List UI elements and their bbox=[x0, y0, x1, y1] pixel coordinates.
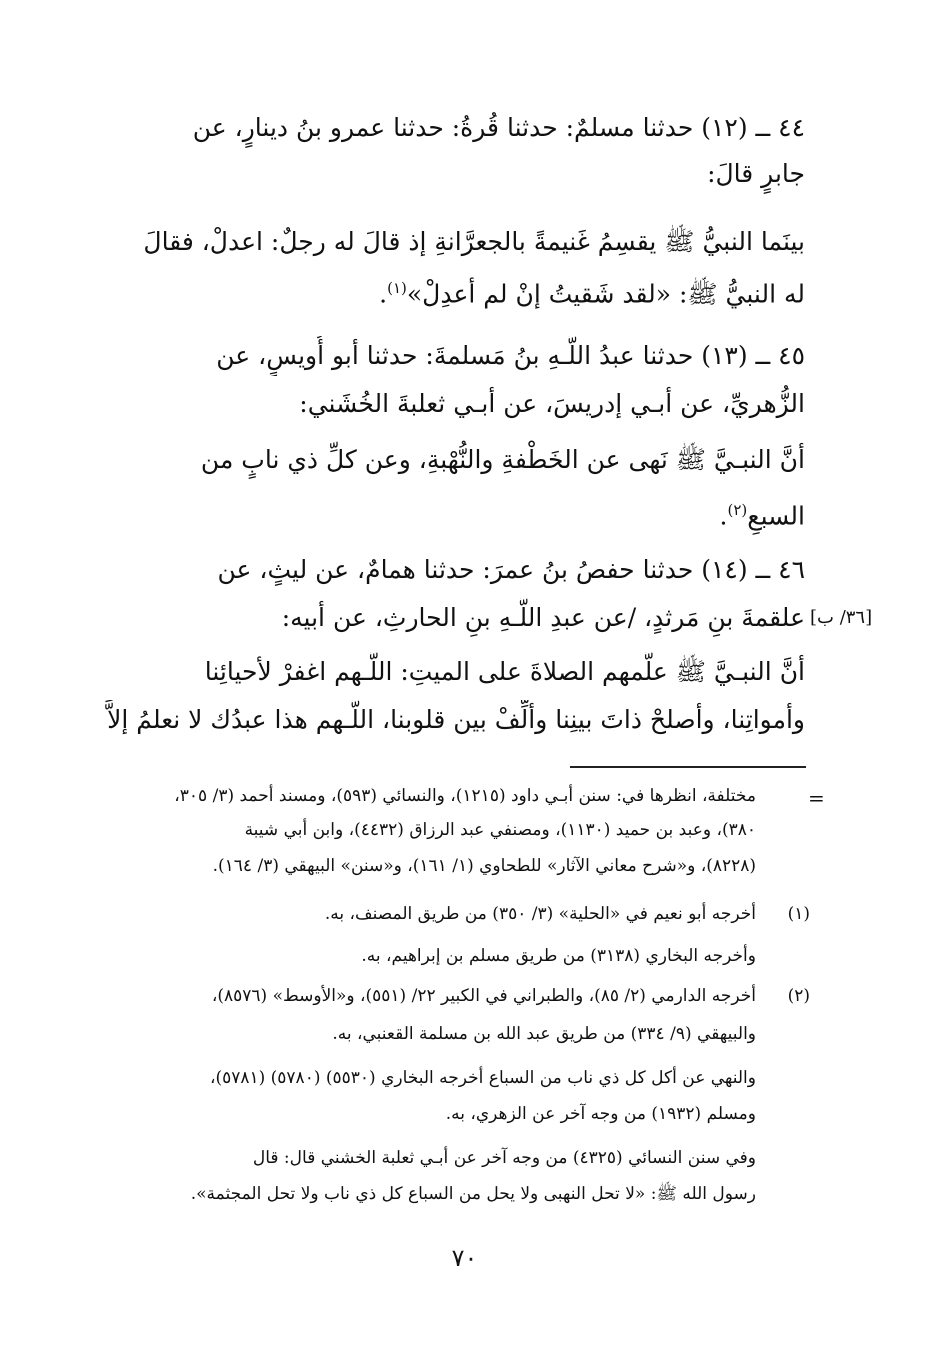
hadith-44-matn-end: . bbox=[379, 279, 388, 309]
footnote-1-line-1: أخرجه أبو نعيم في «الحلية» (٣/ ٣٥٠) من طريق المصنف، به. bbox=[324, 904, 756, 924]
footnote-2-line-1: أخرجه الدارمي (٢/ ٨٥)، والطبراني في الكبير ٢٢/ (٥٥١)، و«الأوسط» (٨٥٧٦)، bbox=[211, 986, 756, 1006]
footnote-ref-2: (٢) bbox=[727, 501, 748, 519]
footnote-2-line-3: والنهي عن أكل كل ذي ناب من السباع أخرجه البخاري (٥٥٣٠) (٥٧٨٠) (٥٧٨١)، bbox=[209, 1068, 756, 1088]
hadith-45-matn-line-2 bbox=[78, 490, 805, 536]
hadith-46-matn-line-1: أنَّ النبـيَّ ﷺ علَّمهم الصلاةَ على الميتِ: اللَّـهم اغفرْ لأحيائِنا bbox=[204, 657, 805, 686]
footnote-separator bbox=[570, 766, 806, 768]
hadith-45-matn-text: السبعِ bbox=[747, 501, 805, 531]
hadith-44-isnad-line-1: ٤٤ ــ (١٢) حدثنا مسلمٌ: حدثنا قُرةُ: حدثنا عمرو بنُ دينارٍ، عن bbox=[192, 113, 805, 142]
footnote-1-line-2: وأخرجه البخاري (٣١٣٨) من طريق مسلم بن إبراهيم، به. bbox=[361, 946, 756, 966]
footnote-continued-line-2: ٣٨٠)، وعبد بن حميد (١١٣٠)، ومصنفي عبد الرزاق (٤٤٣٢)، وابن أبي شيبة bbox=[244, 820, 756, 840]
hadith-46-isnad-line-2: علقمةَ بنِ مَرثدٍ، /عن عبدِ اللَّـهِ بنِ الحارثِ، عن أبيه: bbox=[281, 603, 805, 632]
hadith-46-isnad-line-1: ٤٦ ــ (١٤) حدثنا حفصُ بنُ عمرَ: حدثنا همامٌ، عن ليثٍ، عن bbox=[217, 555, 805, 584]
footnote-2-number: (٢) bbox=[787, 986, 810, 1006]
hadith-44-matn-line-1: بينَما النبيُّ ﷺ يقسِمُ غَنيمةً بالجعرَّانةِ إذ قالَ له رجلٌ: اعدلْ، فقالَ bbox=[143, 227, 805, 256]
footnote-continued-line-3: (٨٢٢٨)، و«شرح معاني الآثار» للطحاوي (١/ ١٦١)، و«سنن» البيهقي (٣/ ١٦٤). bbox=[212, 856, 756, 876]
manuscript-folio-marker: [٣٦/ ب] bbox=[810, 607, 873, 628]
footnote-2-line-5: وفي سنن النسائي (٤٣٢٥) من وجه آخر عن أبـي ثعلبة الخشني قال: قال bbox=[252, 1148, 756, 1168]
hadith-45-isnad-line-2: الزُّهريِّ، عن أبـي إدريسَ، عن أبـي ثعلبةَ الخُشَني: bbox=[299, 389, 805, 418]
footnote-2-line-2: والبيهقي (٩/ ٣٣٤) من طريق عبد الله بن مسلمة القعنبي، به. bbox=[332, 1024, 756, 1044]
hadith-44-matn-line-2 bbox=[78, 268, 805, 314]
footnote-1-number: (١) bbox=[787, 904, 810, 924]
footnote-ref-1: (١) bbox=[387, 279, 407, 297]
continuation-mark: = bbox=[808, 786, 825, 810]
footnote-continued-line-1: مختلفة، انظرها في: سنن أبـي داود (١٢١٥)، والنسائي (٥٩٣)، ومسند أحمد (٣/ ٣٠٥، bbox=[174, 786, 756, 806]
hadith-45-matn-end: . bbox=[719, 501, 728, 531]
hadith-44-matn-text: له النبيُّ ﷺ: «لقد شَقيتُ إنْ لم أعدِلْ» bbox=[406, 279, 805, 309]
page-number: ٧٠ bbox=[451, 1244, 478, 1272]
hadith-46-matn-line-2: وأمواتِنا، وأصلحْ ذاتَ بينِنا وألِّفْ بين قلوبنا، اللَّـهم هذا عبدُك لا نعلمُ إلاَّ bbox=[107, 705, 805, 734]
hadith-44-isnad-line-2: جابرٍ قالَ: bbox=[707, 159, 805, 188]
footnote-2-line-4: ومسلم (١٩٣٢) من وجه آخر عن الزهري، به. bbox=[445, 1104, 756, 1124]
hadith-45-isnad-line-1: ٤٥ ــ (١٣) حدثنا عبدُ اللَّـهِ بنُ مَسلمةَ: حدثنا أبو أُويسٍ، عن bbox=[216, 341, 805, 370]
footnote-2-line-6: رسول الله ﷺ: «لا تحل النهبى ولا يحل من السباع كل ذي ناب ولا تحل المجثمة». bbox=[190, 1184, 756, 1204]
hadith-45-matn-line-1: أنَّ النبـيَّ ﷺ نَهى عن الخَطْفةِ والنُّهْبةِ، وعن كلِّ ذي نابٍ من bbox=[200, 445, 805, 474]
